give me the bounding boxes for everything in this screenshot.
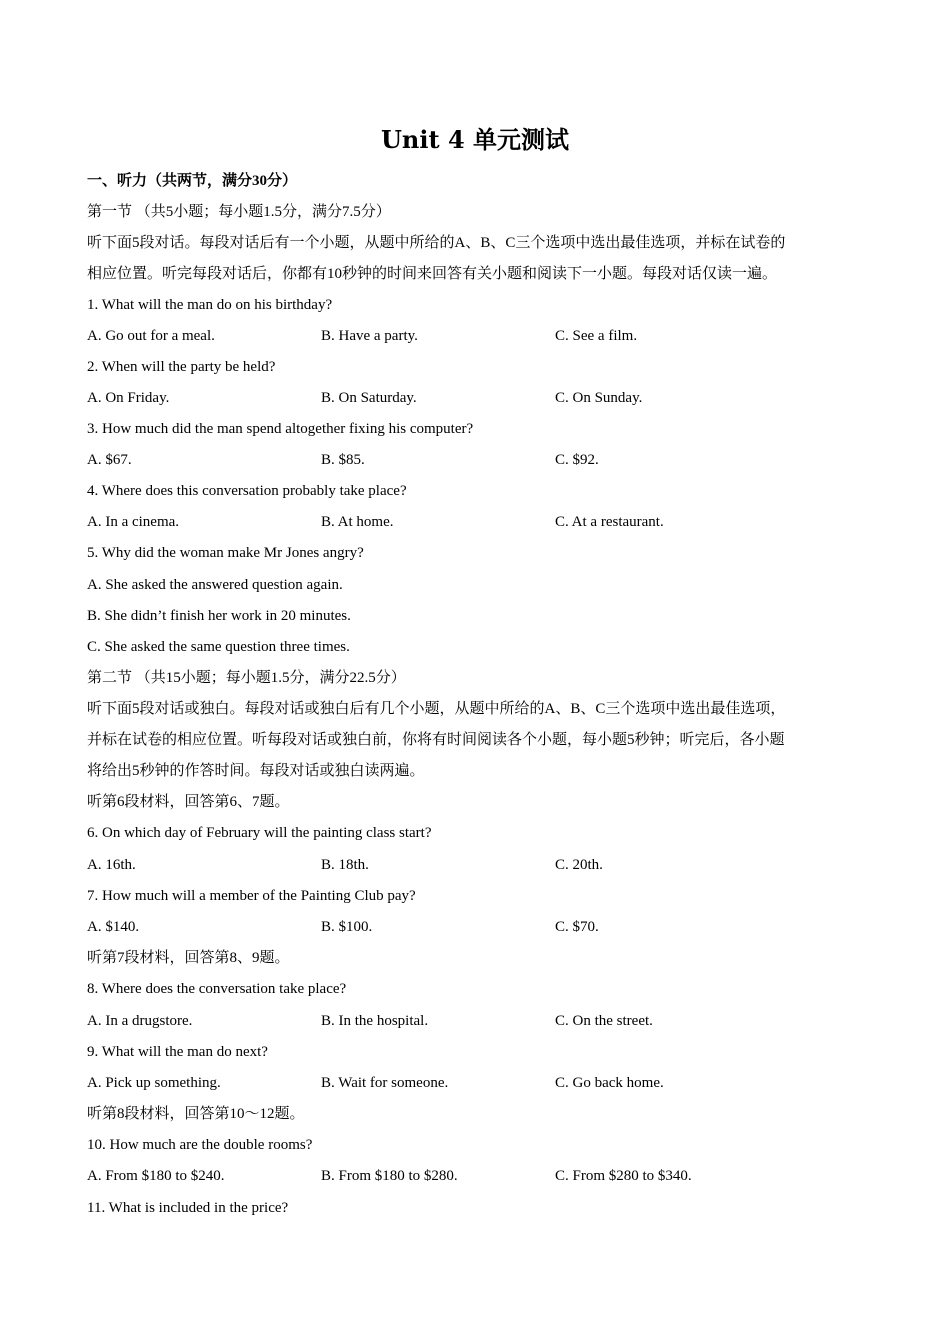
option-c: C. $70. xyxy=(555,919,599,935)
question-text: 4. Where does this conversation probably take place? xyxy=(87,483,407,499)
option-b: B. 18th. xyxy=(321,857,369,873)
option-a: A. $140. xyxy=(87,919,140,935)
question-text: 11. What is included in the price? xyxy=(87,1200,289,1216)
option-c: C. Go back home. xyxy=(555,1075,664,1091)
part1-heading: 第一节 （共5小题；每小题1.5分，满分7.5分） xyxy=(87,204,391,220)
question-text: 6. On which day of February will the painting class start? xyxy=(87,825,432,841)
question-text: 10. How much are the double rooms? xyxy=(87,1137,313,1153)
question-text: 1. What will the man do on his birthday? xyxy=(87,297,333,313)
material-note: 听第7段材料，回答第8、9题。 xyxy=(87,950,290,966)
option-b: B. At home. xyxy=(321,514,394,530)
part1-instruction: 相应位置。听完每段对话后，你都有10秒钟的时间来回答有关小题和阅读下一小题。每段对话仅读一遍。 xyxy=(87,266,778,282)
question-text: 2. When will the party be held? xyxy=(87,359,276,375)
option-b: B. Wait for someone. xyxy=(321,1075,449,1091)
question-text: 8. Where does the conversation take place? xyxy=(87,981,347,997)
option-c: C. 20th. xyxy=(555,857,603,873)
question-text: 9. What will the man do next? xyxy=(87,1044,268,1060)
option-c: C. At a restaurant. xyxy=(555,514,664,530)
option-a: A. In a drugstore. xyxy=(87,1013,193,1029)
option-a: A. In a cinema. xyxy=(87,514,180,530)
option-a: A. On Friday. xyxy=(87,390,170,406)
option-b: B. From $180 to $280. xyxy=(321,1168,458,1184)
material-note: 听第8段材料，回答第10～12题。 xyxy=(87,1106,305,1122)
part2-heading: 第二节 （共15小题；每小题1.5分，满分22.5分） xyxy=(87,670,406,686)
option-c: C. From $280 to $340. xyxy=(555,1168,692,1184)
option-c: C. See a film. xyxy=(555,328,638,344)
option-a: A. 16th. xyxy=(87,857,136,873)
part2-instruction: 听下面5段对话或独白。每段对话或独白后有几个小题，从题中所给的A、B、C三个选项中选出最佳选项， xyxy=(87,701,786,717)
page-title: Unit 4 单元测试 xyxy=(381,125,569,154)
part1-instruction: 听下面5段对话。每段对话后有一个小题，从题中所给的A、B、C三个选项中选出最佳选项，并标在试卷的 xyxy=(87,235,786,251)
option-c: C. On the street. xyxy=(555,1013,653,1029)
section-heading: 一、听力（共两节，满分30分） xyxy=(87,173,298,189)
option-b: B. On Saturday. xyxy=(321,390,417,406)
part2-instruction: 并标在试卷的相应位置。听每段对话或独白前，你将有时间阅读各个小题，每小题5秒钟；听完后，各小题 xyxy=(87,732,785,748)
material-note: 听第6段材料，回答第6、7题。 xyxy=(87,794,290,810)
part2-instruction: 将给出5秒钟的作答时间。每段对话或独白读两遍。 xyxy=(87,763,425,779)
question-text: 5. Why did the woman make Mr Jones angry? xyxy=(87,545,364,561)
option-b: B. $85. xyxy=(321,452,365,468)
question-text: 3. How much did the man spend altogether fixing his computer? xyxy=(87,421,474,437)
option-a: A. She asked the answered question again. xyxy=(87,577,343,593)
option-c: C. $92. xyxy=(555,452,599,468)
option-a: A. Pick up something. xyxy=(87,1075,221,1091)
option-b: B. She didn’t finish her work in 20 minutes. xyxy=(87,608,351,624)
question-text: 7. How much will a member of the Painting Club pay? xyxy=(87,888,416,904)
option-a: A. $67. xyxy=(87,452,132,468)
option-a: A. From $180 to $240. xyxy=(87,1168,225,1184)
option-a: A. Go out for a meal. xyxy=(87,328,215,344)
option-c: C. On Sunday. xyxy=(555,390,643,406)
option-b: B. Have a party. xyxy=(321,328,418,344)
option-b: B. In the hospital. xyxy=(321,1013,429,1029)
option-b: B. $100. xyxy=(321,919,373,935)
option-c: C. She asked the same question three times. xyxy=(87,639,350,655)
